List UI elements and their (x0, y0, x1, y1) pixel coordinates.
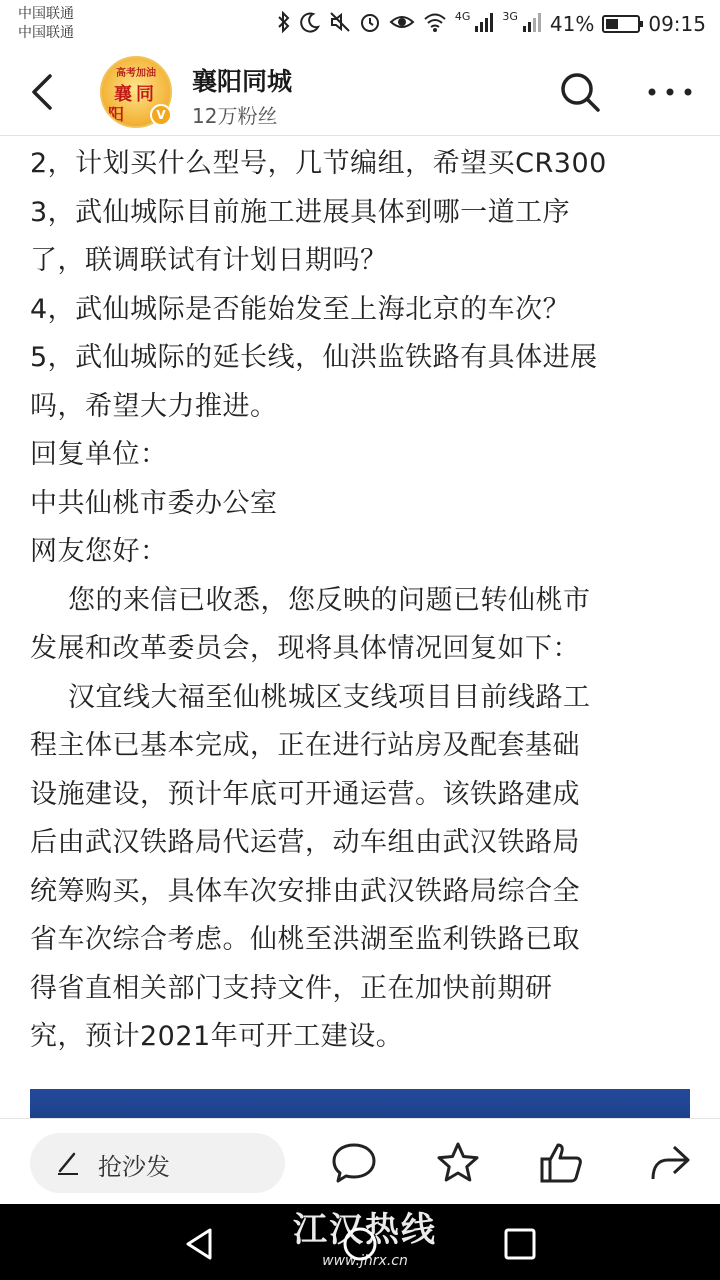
article-line: 4，武仙城际是否能始发至上海北京的车次？ (30, 293, 571, 325)
status-bar (0, 0, 720, 48)
watermark-url: www.jhrx.cn (322, 1253, 408, 1269)
share-button[interactable] (646, 1139, 694, 1187)
eye-comfort-icon (389, 11, 415, 37)
bluetooth-icon (277, 11, 291, 37)
article-line: 发展和改革委员会，现将具体情况回复如下： (30, 633, 580, 664)
navigation-bar (0, 1204, 720, 1280)
article-line: 5，武仙城际的延长线，仙洪监铁路有具体进展 (30, 342, 598, 373)
search-button[interactable] (556, 68, 604, 116)
watermark (270, 1208, 460, 1270)
article-line: 后由武汉铁路局代运营，动车组由武汉铁路局 (30, 827, 580, 858)
account-header (0, 48, 720, 136)
action-bar (0, 1118, 720, 1204)
comment-placeholder: 抢沙发 (98, 1153, 170, 1181)
article-line: 了，联调联试有计划日期吗？ (30, 245, 388, 276)
battery-fill (606, 19, 618, 29)
mute-icon (329, 11, 351, 37)
more-button[interactable] (644, 76, 696, 108)
article-line: 省车次综合考虑。仙桃至洪湖至监利铁路已取 (30, 924, 580, 955)
comment-button[interactable] (330, 1139, 378, 1187)
back-button[interactable] (22, 68, 66, 116)
nav-recents-button[interactable] (500, 1224, 540, 1264)
search-icon (556, 68, 604, 116)
more-dots-icon (644, 76, 696, 108)
article-line: 程主体已基本完成，正在进行站房及配套基础 (30, 730, 580, 761)
signal-icon-2 (522, 11, 542, 37)
carrier-info (18, 5, 74, 43)
favorite-button[interactable] (434, 1139, 482, 1187)
back-arrow-icon (22, 68, 66, 116)
article-line: 网友您好： (30, 536, 168, 567)
comment-bubble-icon (330, 1139, 378, 1187)
signal-icon (474, 11, 494, 37)
verified-icon: V (150, 104, 172, 126)
article-line: 2，计划买什么型号，几节编组，希望买CR300 (30, 148, 607, 179)
nav-back-button[interactable] (180, 1224, 220, 1264)
article-line: 汉宜线大福至仙桃城区支线项目目前线路工 (68, 681, 591, 713)
article-line: 设施建设，预计年底可开通运营。该铁路建成 (30, 778, 580, 810)
triangle-back-icon (180, 1224, 220, 1264)
article-line: 3，武仙城际目前施工进展具体到哪一道工序 (30, 196, 571, 228)
battery-percent: 41% (549, 12, 595, 36)
article-line: 回复单位： (30, 439, 168, 470)
battery-icon (602, 15, 640, 33)
article-line: 您的来信已收悉，您反映的问题已转仙桃市 (68, 584, 591, 616)
follower-count: 12万粉丝 (192, 104, 278, 128)
wifi-icon (423, 11, 447, 37)
article-line: 吗，希望大力推进。 (30, 390, 278, 422)
thumbs-up-icon (538, 1139, 586, 1187)
avatar-text-2: 阳 (108, 105, 131, 124)
star-icon (434, 1139, 482, 1187)
like-button[interactable] (538, 1139, 586, 1187)
share-arrow-icon (646, 1139, 694, 1187)
article-line: 究，预计2021年可开工建设。 (30, 1021, 404, 1052)
carrier-2: 中国联通 (18, 25, 74, 41)
account-name[interactable]: 襄阳同城 (192, 67, 293, 96)
article-line: 中共仙桃市委办公室 (30, 487, 278, 519)
article-line: 统筹购买，具体车次安排由武汉铁路局综合全 (30, 875, 580, 907)
avatar-slogan: 高考加油 (116, 68, 156, 79)
alarm-icon (359, 11, 381, 37)
status-icons (277, 10, 706, 38)
article-line: 得省直相关部门支持文件，正在加快前期研 (30, 972, 553, 1004)
avatar-text-1: 襄同 (114, 84, 158, 105)
moon-icon (299, 11, 321, 37)
carrier-1: 中国联通 (18, 6, 74, 22)
square-recents-icon (500, 1224, 540, 1264)
network-type-1: 4G (454, 9, 471, 23)
article-body (30, 140, 692, 1062)
watermark-title: 江汉热线 (293, 1210, 437, 1250)
comment-input[interactable] (30, 1133, 285, 1193)
network-type-2: 3G (502, 9, 518, 23)
pen-icon (54, 1149, 82, 1177)
clock: 09:15 (648, 12, 706, 36)
